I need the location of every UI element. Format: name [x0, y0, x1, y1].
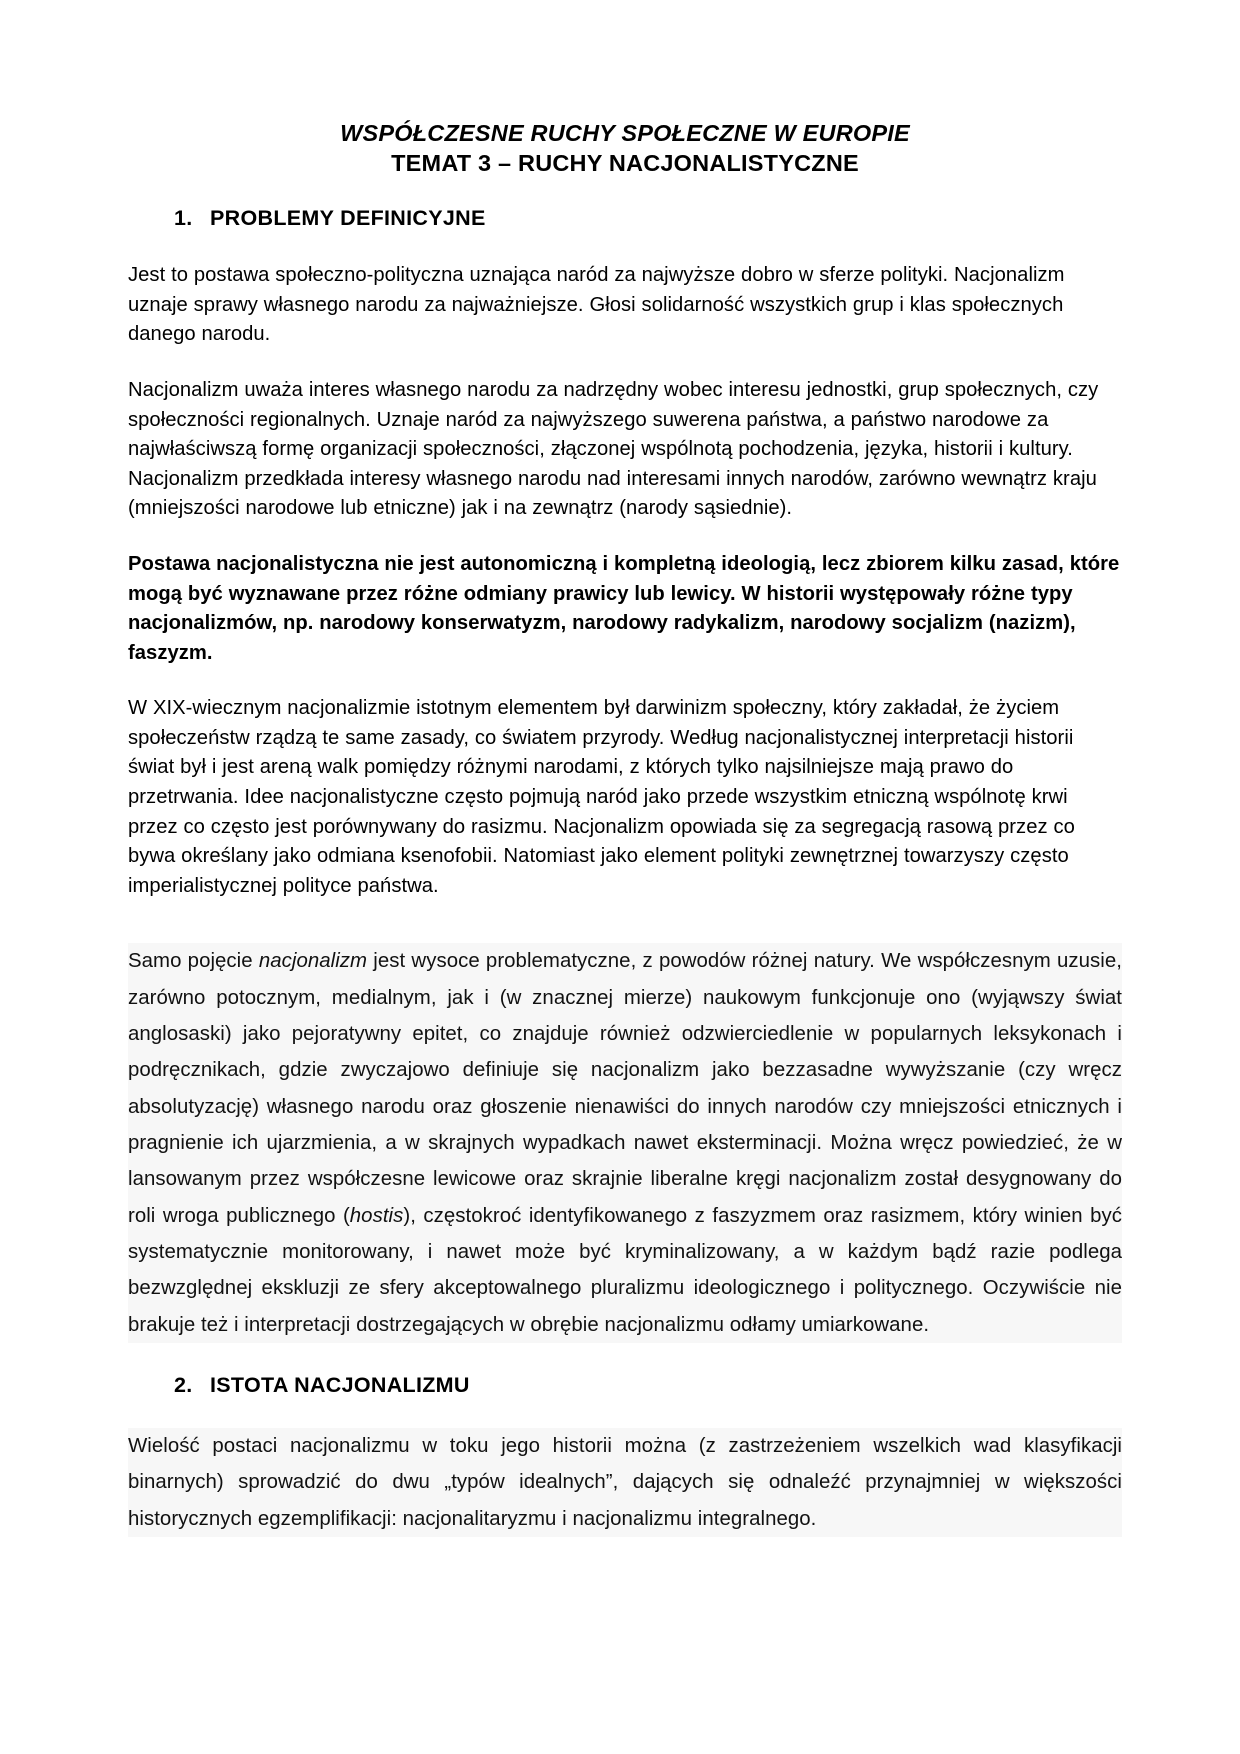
text-run: ), częstokroć identyfikowanego z faszyzmem oraz rasizmem, który winien być systematycznie monitorowany, i nawet może być kryminalizowany, a w każdym bądź razie podlega bezwzględnej ekskluzji ze sfery akceptowalnego pluralizmu ideologicznego i politycznego. Oczywiście nie brakuje też i interpretacji dostrzegających w obrębie nacjonalizmu odłamy umiarkowane.: [128, 1204, 1122, 1336]
paragraph-definition-intro: Jest to postawa społeczno-polityczna uznająca naród za najwyższe dobro w sferze polityki. Nacjonalizm uznaje sprawy własnego narodu za najważniejsze. Głosi solidarność wszystkich grup i klas społecznych danego narodu.: [128, 264, 1065, 346]
section-title-2: ISTOTA NACJONALIZMU: [210, 1372, 470, 1397]
document-subtitle: TEMAT 3 – RUCHY NACJONALISTYCZNE: [391, 150, 859, 177]
italic-term: nacjonalizm: [258, 950, 368, 973]
section-number-1: 1.: [174, 206, 193, 231]
paragraph-nationalist-attitude-bold: Postawa nacjonalistyczna nie jest autonomiczną i kompletną ideologią, lecz zbiorem kilku zasad, które mogą być wyznawane przez różne odmiany prawicy lub lewicy. W historii występowały różne typy nacjonalizmów, np. narodowy konserwatyzm, narodowy radykalizm, narodowy socjalizm (nazizm), faszyzm.: [128, 552, 1120, 664]
text-run: Samo pojęcie: [128, 950, 259, 973]
document-title: WSPÓŁCZESNE RUCHY SPOŁECZNE W EUROPIE: [340, 120, 910, 146]
paragraph-ideal-types: [128, 1428, 1122, 1537]
section-heading-2: [174, 1373, 1122, 1398]
italic-term: hostis: [349, 1204, 404, 1227]
text-run: jest wysoce problematyczne, z powodów różnej natury. We współczesnym uzusie, zarówno potocznym, medialnym, jak i (w znacznej mierze) naukowym funkcjonuje ono (wyjąwszy świat anglosaski) jako pejoratywny epitet, co znajduje również odzwierciedlenie w popularnych leksykonach i podręcznikach, gdzie zwyczajowo definiuje się nacjonalizm jako bezzasadne wywyższanie (czy wręcz absolutyzację) własnego narodu oraz głoszenie nienawiści do innych narodów czy mniejszości etnicznych i pragnienie ich ujarzmienia, a w skrajnych wypadkach nawet eksterminacji. Można wręcz powiedzieć, że w lansowanym przez współczesne lewicowe oraz skrajnie liberalne kręgi nacjonalizm został desygnowany do roli wroga publicznego (: [128, 950, 1122, 1227]
paragraph-19th-century-darwinism: W XIX-wiecznym nacjonalizmie istotnym elementem był darwinizm społeczny, który zakładał, że życiem społeczeństw rządzą te same zasady, co światem przyrody. Według nacjonalistycznej interpretacji historii świat był i jest areną walk pomiędzy różnymi narodami, z których tylko najsilniejsze mają prawo do przetrwania. Idee nacjonalistyczne często pojmują naród jako przede wszystkim etniczną wspólnotę krwi przez co często jest porównywany do rasizmu. Nacjonalizm opowiada się za segregacją rasową przez co bywa określany jako odmiana ksenofobii. Natomiast jako element polityki zewnętrznej towarzyszy często imperialistycznej polityce państwa.: [128, 697, 1075, 897]
text-run: Wielość postaci nacjonalizmu w toku jego historii można (z zastrzeżeniem wszelkich wad klasyfikacji binarnych) sprowadzić do dwu „typów idealnych”, dających się odnaleźć przynajmniej w większości historycznych egzemplifikacji: nacjonalitaryzmu i nacjonalizmu integralnego.: [128, 1434, 1122, 1530]
section-title-1: PROBLEMY DEFINICYJNE: [210, 206, 486, 231]
paragraph-national-interest: Nacjonalizm uważa interes własnego narodu za nadrzędny wobec interesu jednostki, grup społecznych, czy społeczności regionalnych. Uznaje naród za najwyższego suwerena państwa, a państwo narodowe za najwłaściwszą formę organizacji społeczności, złączonej wspólnotą pochodzenia, języka, historii i kultury. Nacjonalizm przedkłada interesy własnego narodu nad interesami innych narodów, zarówno wewnątrz kraju (mniejszości narodowe lub etniczne) jak i na zewnątrz (narody sąsiednie).: [128, 378, 1099, 520]
section-heading-1: [174, 206, 1122, 231]
paragraph-concept-problematic: [128, 943, 1122, 1342]
section-number-2: 2.: [174, 1372, 193, 1397]
paragraph-gap: [128, 927, 1122, 943]
